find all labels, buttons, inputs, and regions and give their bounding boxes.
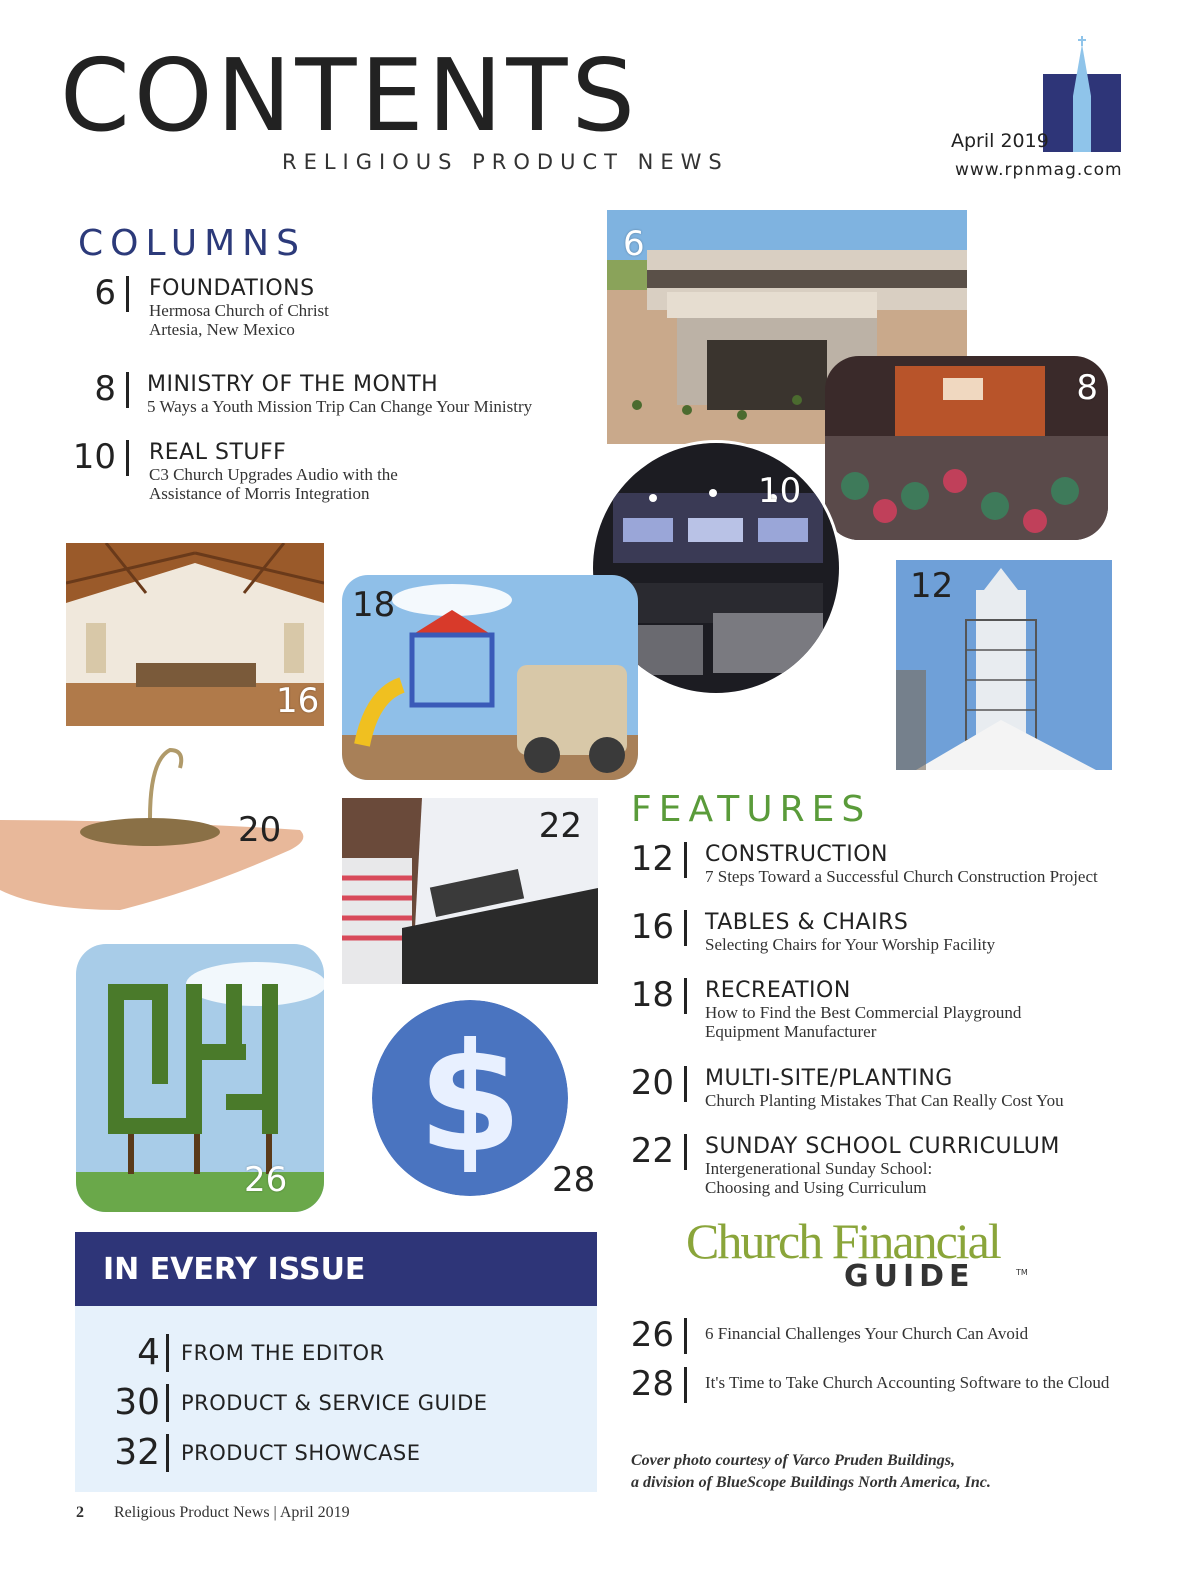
photo-page-number: 26 [244, 1160, 288, 1200]
credit-line-1: Cover photo courtesy of Varco Pruden Buildings, [631, 1452, 956, 1469]
feature-entry-multi-site[interactable] [616, 1063, 1064, 1111]
photo-playground [342, 575, 638, 780]
page-number: 2 [76, 1504, 84, 1521]
photo-hand-coins [0, 740, 312, 916]
masthead-title: CONTENTS [60, 37, 639, 154]
masthead-subtitle: RELIGIOUS PRODUCT NEWS [282, 150, 729, 174]
entry-title: MINISTRY OF THE MONTH [147, 372, 439, 397]
logo-trademark: TM [1016, 1268, 1028, 1277]
feature-entry-construction[interactable] [616, 839, 1098, 887]
issue-entry-editor[interactable] [100, 1334, 385, 1372]
entry-page-number: 12 [616, 842, 687, 878]
photo-page-number: 8 [1076, 368, 1098, 408]
photo-page-number: 18 [352, 585, 396, 625]
photo-page-number-28: 28 [552, 1160, 596, 1200]
feature-entry-tables-chairs[interactable] [616, 907, 996, 955]
entry-title: RECREATION [705, 978, 851, 1003]
cover-photo-credit [631, 1450, 991, 1495]
entry-page-number: 30 [100, 1384, 169, 1422]
entry-page-number: 22 [616, 1134, 687, 1170]
cfg-entry-26[interactable] [616, 1315, 1029, 1355]
photo-page-number: 10 [758, 471, 802, 511]
photo-chapel-interior [66, 543, 324, 726]
logo-wordmark: Church Financial [686, 1213, 1000, 1269]
entry-title: TABLES & CHAIRS [705, 910, 909, 935]
entry-page-number: 10 [60, 440, 129, 476]
entry-description: 6 Financial Challenges Your Church Can Avoid [705, 1324, 1029, 1343]
entry-title: SUNDAY SCHOOL CURRICULUM [705, 1134, 1060, 1159]
photo-steeple-scaffolding [896, 560, 1112, 770]
entry-title: PRODUCT & SERVICE GUIDE [181, 1390, 488, 1415]
entry-page-number: 32 [100, 1434, 169, 1472]
entry-title: CONSTRUCTION [705, 842, 888, 867]
entry-description-line2: Equipment Manufacturer [705, 1022, 877, 1042]
entry-description-line2: Assistance of Morris Integration [149, 484, 370, 504]
entry-description: C3 Church Upgrades Audio with the [149, 465, 398, 485]
issue-entry-product-guide[interactable] [100, 1384, 488, 1422]
photo-dollar-sign [372, 1000, 568, 1196]
entry-page-number: 6 [60, 276, 129, 312]
footer-publication: Religious Product News | April 2019 [114, 1504, 350, 1521]
site-url[interactable]: www.rpnmag.com [955, 160, 1123, 180]
entry-description: 5 Ways a Youth Mission Trip Can Change Your Ministry [147, 397, 533, 417]
photo-congregation [825, 356, 1108, 540]
in-every-issue-header [75, 1232, 597, 1306]
photo-page-number: 22 [538, 806, 582, 846]
photo-praying [342, 798, 598, 984]
photo-page-number: 16 [276, 681, 320, 721]
entry-description: Hermosa Church of Christ [149, 301, 329, 321]
entry-description: Selecting Chairs for Your Worship Facility [705, 935, 996, 955]
entry-title: MULTI-SITE/PLANTING [705, 1066, 953, 1091]
in-every-issue-panel [75, 1306, 597, 1492]
entry-title: REAL STUFF [149, 440, 287, 465]
column-entry-real-stuff[interactable] [60, 437, 398, 504]
entry-page-number: 28 [616, 1367, 687, 1403]
entry-description-line2: Choosing and Using Curriculum [705, 1178, 927, 1198]
issue-date: April 2019 [951, 130, 1049, 152]
column-entry-foundations[interactable] [60, 273, 329, 340]
features-heading: FEATURES [631, 789, 872, 830]
entry-title: FROM THE EDITOR [181, 1340, 385, 1365]
entry-title: PRODUCT SHOWCASE [181, 1440, 421, 1465]
steeple-logo [1043, 36, 1121, 154]
entry-page-number: 18 [616, 978, 687, 1014]
issue-entry-showcase[interactable] [100, 1434, 421, 1472]
column-entry-ministry[interactable] [60, 369, 533, 417]
credit-line-2: a division of BlueScope Buildings North America, Inc. [631, 1474, 991, 1492]
entry-description-line2: Artesia, New Mexico [149, 320, 295, 340]
entry-page-number: 20 [616, 1066, 687, 1102]
church-financial-guide-logo [686, 1213, 1036, 1302]
entry-description: It's Time to Take Church Accounting Software to the Cloud [705, 1373, 1110, 1392]
entry-page-number: 16 [616, 910, 687, 946]
entry-page-number: 8 [60, 372, 129, 408]
feature-entry-sunday-school[interactable] [616, 1131, 1060, 1198]
columns-heading: COLUMNS [78, 223, 306, 264]
entry-description: How to Find the Best Commercial Playground [705, 1003, 1022, 1023]
photo-page-number: 6 [623, 224, 645, 264]
entry-description: Intergenerational Sunday School: [705, 1159, 933, 1179]
entry-description: Church Planting Mistakes That Can Really Cost You [705, 1091, 1064, 1111]
entry-description: 7 Steps Toward a Successful Church Construction Project [705, 867, 1098, 887]
photo-maze-trees [76, 944, 324, 1212]
page-footer [76, 1504, 350, 1522]
entry-page-number: 4 [100, 1334, 169, 1372]
photo-page-number: 12 [910, 566, 954, 606]
photo-page-number: 20 [238, 810, 282, 850]
cfg-entry-28[interactable] [616, 1364, 1110, 1404]
entry-title: FOUNDATIONS [149, 276, 315, 301]
in-every-issue-heading: IN EVERY ISSUE [103, 1252, 366, 1287]
logo-guide: GUIDE [844, 1259, 975, 1294]
svg-text:$: $ [417, 1012, 523, 1186]
feature-entry-recreation[interactable] [616, 975, 1022, 1042]
entry-page-number: 26 [616, 1318, 687, 1354]
